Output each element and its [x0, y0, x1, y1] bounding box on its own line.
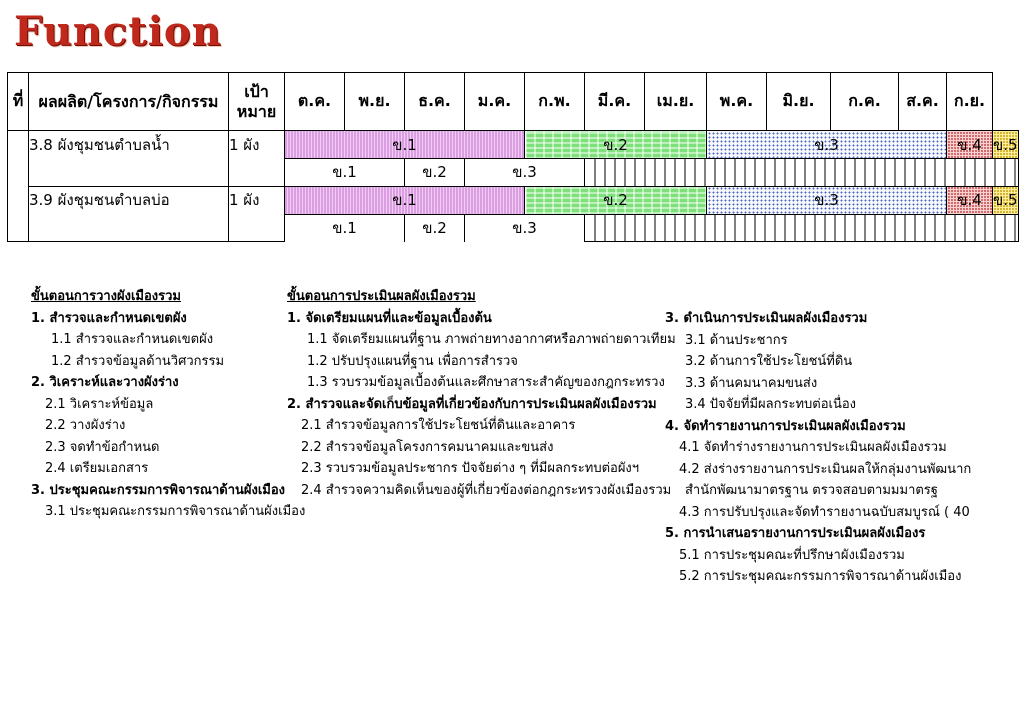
step-line: 2.1 สำรวจข้อมูลการใช้ประโยชน์ที่ดินและอาคาร — [301, 418, 576, 433]
step-line: 4. จัดทำรายงานการประเมินผลผังเมืองรวม — [665, 418, 906, 434]
step-line: 5.1 การประชุมคณะที่ปรึกษาผังเมืองรวม — [679, 547, 905, 563]
activity-cell: 3.9 ผังชุมชนตำบลบ่อ — [29, 186, 229, 214]
step-line: 2.2 วางผังร่าง — [45, 418, 126, 433]
step-line: 1. สำรวจและกำหนดเขตผัง — [31, 310, 187, 326]
phase-bar-k2: ข.2 — [525, 186, 707, 214]
step-line: 2. สำรวจและจัดเก็บข้อมูลที่เกี่ยวข้องกับการประเมินผลผังเมืองรวม — [287, 396, 657, 412]
step-line: 1. จัดเตรียมแผนที่และข้อมูลเบื้องต้น — [287, 310, 492, 326]
header-month: พ.ค. — [707, 73, 767, 131]
table-row — [8, 131, 1019, 159]
table-subrow — [8, 159, 1019, 187]
row-number-cell — [8, 131, 29, 242]
header-month: ม.ค. — [465, 73, 525, 131]
step-line: สำนักพัฒนามาตรฐาน ตรวจสอบตามมมาตรฐ — [685, 483, 938, 498]
step-line: 2.3 จดทำข้อกำหนด — [45, 439, 160, 455]
table-subrow — [8, 214, 1019, 242]
step-line: 1.3 รวบรวมข้อมูลเบื้องต้นและศึกษาสาระสำคัญของกฎกระทรวง — [307, 375, 665, 390]
step-line: 2.1 วิเคราะห์ข้อมูล — [45, 396, 154, 412]
sub-phase-k3: ข.3 — [465, 214, 585, 242]
header-month: ก.พ. — [525, 73, 585, 131]
target-cell: 1 ผัง — [229, 186, 285, 214]
phase-bar-k4: ข.4 — [947, 186, 993, 214]
phase-bar-k1: ข.1 — [285, 186, 525, 214]
activity-cell-blank — [29, 214, 229, 242]
header-month: พ.ย. — [345, 73, 405, 131]
phase-bar-k4: ข.4 — [947, 131, 993, 159]
step-line: 4.3 การปรับปรุงและจัดทำรายงานฉบับสมบูรณ์ ( 40 — [679, 504, 970, 520]
step-line: 2.2 สำรวจข้อมูลโครงการคมนาคมและขนส่ง — [301, 439, 554, 455]
header-month: ส.ค. — [899, 73, 947, 131]
header-row — [8, 73, 1019, 131]
header-month: มิ.ย. — [767, 73, 831, 131]
evaluation-steps-heading: ขั้นตอนการประเมินผลผังเมืองรวม — [287, 289, 476, 304]
evaluation-steps — [287, 286, 676, 501]
header-target: เป้าหมาย — [229, 73, 285, 131]
step-line: 3.1 ประชุมคณะกรรมการพิจารณาด้านผังเมือง — [45, 504, 306, 519]
header-activity: ผลผลิต/โครงการ/กิจกรรม — [29, 73, 229, 131]
header-month: ต.ค. — [285, 73, 345, 131]
tick-grid — [585, 159, 1019, 187]
header-month: ธ.ค. — [405, 73, 465, 131]
phase-bar-k5: ข.5 — [993, 186, 1019, 214]
phase-bar-k3: ข.3 — [707, 131, 947, 159]
sub-phase-k2: ข.2 — [405, 214, 465, 242]
phase-bar-k3: ข.3 — [707, 186, 947, 214]
header-month: เม.ย. — [645, 73, 707, 131]
schedule-table — [7, 72, 1019, 242]
step-line: 4.2 ส่งร่างรายงานการประเมินผลให้กลุ่มงานพัฒนาก — [679, 461, 972, 477]
step-line: 5.2 การประชุมคณะกรรมการพิจารณาด้านผังเมือง — [679, 569, 962, 584]
activity-cell: 3.8 ผังชุมชนตำบลน้ำ — [29, 131, 229, 159]
phase-bar-k2: ข.2 — [525, 131, 707, 159]
step-line: 3.4 ปัจจัยที่มีผลกระทบต่อเนื่อง — [685, 397, 857, 412]
step-line: 2.4 สำรวจความคิดเห็นของผู้ที่เกี่ยวข้องต่อกฎกระทรวงผังเมืองรวม — [301, 482, 672, 498]
step-line: 1.2 สำรวจข้อมูลด้านวิศวกรรม — [51, 353, 225, 369]
header-month: ก.ค. — [831, 73, 899, 131]
page-title: Function — [14, 8, 222, 55]
step-line: 5. การนำเสนอรายงานการประเมินผลผังเมืองร — [665, 526, 926, 541]
phase-bar-k5: ข.5 — [993, 131, 1019, 159]
step-line: 3.3 ด้านคมนาคมขนส่ง — [685, 375, 818, 391]
header-month: ก.ย. — [947, 73, 993, 131]
evaluation-steps-continued — [665, 308, 1023, 588]
step-line: 4.1 จัดทำร่างรายงานการประเมินผลผังเมืองรวม — [679, 440, 947, 455]
step-line: 3. ดำเนินการประเมินผลผังเมืองรวม — [665, 311, 868, 326]
step-line: 1.1 สำรวจและกำหนดเขตผัง — [51, 332, 214, 347]
sub-phase-k2: ข.2 — [405, 159, 465, 187]
header-month: มี.ค. — [585, 73, 645, 131]
step-line: 3. ประชุมคณะกรรมการพิจารณาด้านผังเมือง — [31, 482, 286, 498]
activity-cell-blank — [29, 159, 229, 187]
target-cell: 1 ผัง — [229, 131, 285, 159]
sub-phase-k1: ข.1 — [285, 159, 405, 187]
step-line: 1.2 ปรับปรุงแผนที่ฐาน เพื่อการสำรวจ — [307, 353, 518, 369]
tick-grid — [585, 214, 1019, 242]
step-line: 2.4 เตรียมเอกสาร — [45, 461, 149, 476]
table-row — [8, 186, 1019, 214]
header-no: ที่ — [8, 73, 29, 131]
target-cell-blank — [229, 214, 285, 242]
sub-phase-k3: ข.3 — [465, 159, 585, 187]
planning-steps — [31, 286, 305, 523]
step-line: 2. วิเคราะห์และวางผังร่าง — [31, 375, 179, 390]
phase-bar-k1: ข.1 — [285, 131, 525, 159]
planning-steps-heading: ขั้นตอนการวางผังเมืองรวม — [31, 289, 181, 304]
step-line: 1.1 จัดเตรียมแผนที่ฐาน ภาพถ่ายทางอากาศหรือภาพถ่ายดาวเทียม — [307, 332, 676, 347]
target-cell-blank — [229, 159, 285, 187]
step-line: 2.3 รวบรวมข้อมูลประชากร ปัจจัยต่าง ๆ ที่มีผลกระทบต่อผังฯ — [301, 461, 640, 476]
step-line: 3.2 ด้านการใช้ประโยชน์ที่ดิน — [685, 354, 853, 369]
sub-phase-k1: ข.1 — [285, 214, 405, 242]
step-line: 3.1 ด้านประชากร — [685, 332, 788, 348]
